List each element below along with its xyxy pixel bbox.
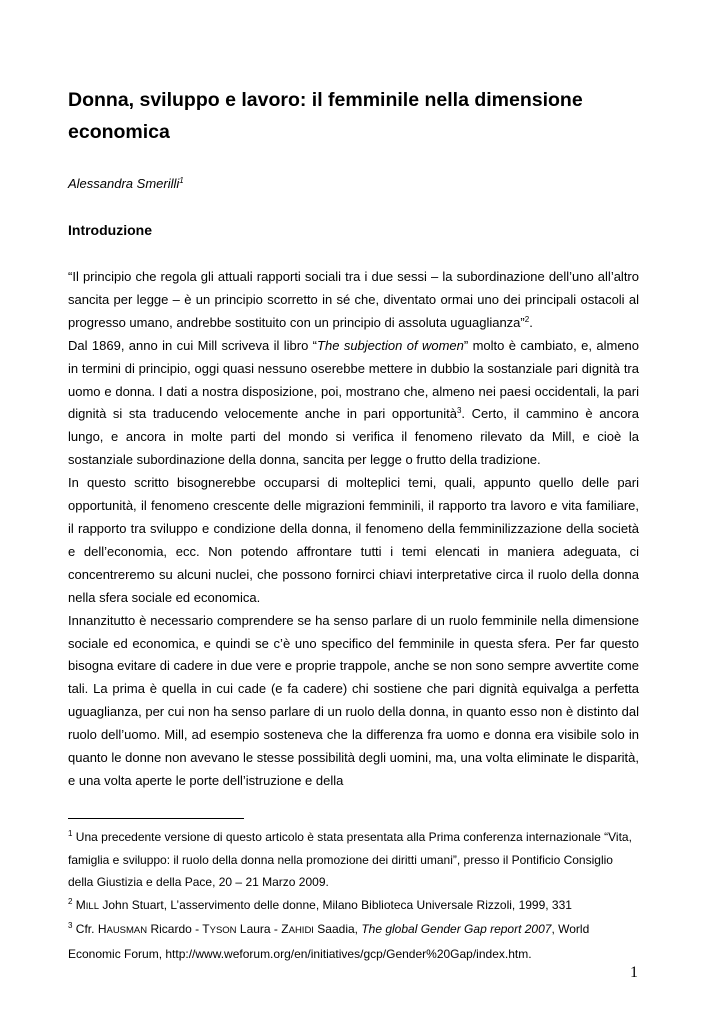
report-title: The global Gender Gap report 2007 — [361, 922, 552, 936]
footnote-ref-2[interactable]: 2 — [524, 314, 530, 324]
author-line — [68, 176, 184, 191]
paragraph-mill — [68, 335, 639, 472]
footnote-author-initial: H — [97, 922, 107, 936]
footnote-ref-3[interactable]: 3 — [456, 406, 462, 416]
paragraph-role: Innanzitutto è necessario comprendere se ha senso parlare di un ruolo femminile nella dimensione sociale ed economica, e quindi se c’è uno specifico del femminile in questa sfera. Per far questo bisogna evitare di cadere in due vere e proprie trappole, anche se non sono sempre avvertite come tali. La prima è quella in cui cade (e fa cadere) chi sostiene che pari dignità equivalga a perfetta uguaglianza, per cui non ha senso parlare di un ruolo della donna, in quanto esso non è distinto dal ruolo dell’uomo. Mill, ad esempio sosteneva che la differenza fra uomo e donna era visibile solo in quanto le donne non avevano le stesse possibilità degli uomini, ma, una volta eliminate le disparità, e una volta aperte le porte dell’istruzione e della — [68, 612, 639, 788]
paragraph-quote — [68, 266, 639, 335]
page-number: 1 — [630, 964, 638, 981]
footnote-text: , World Economic Forum, http://www.weforum.org/en/initiatives/gcp/Gender%20Gap/index.htm. — [68, 922, 590, 961]
footnote-number: 1 — [68, 829, 73, 838]
paper-title: Donna, sviluppo e lavoro: il femminile nella dimensione economica — [68, 89, 583, 143]
book-title: The subjection of women — [317, 337, 464, 353]
footnote-author-smallcaps: AUSMAN — [106, 925, 148, 936]
author-footnote-ref[interactable]: 1 — [179, 176, 184, 185]
author-name: Alessandra Smerilli — [68, 176, 180, 191]
footnote-text: Una precedente versione di questo articolo è stata presentata alla Prima conferenza internazionale “Vita, famiglia e sviluppo: il ruolo della donna nella promozione dei diritti umani”, presso il Pontificio Consiglio della Giustizia e della Pace, 20 – 21 Marzo 2009. — [68, 830, 632, 889]
footnote-author-initial: Z — [281, 922, 289, 936]
footnote-2 — [68, 894, 639, 919]
paragraph-mill-part-c: . Certo, il cammino è ancora lungo, e ancora in molte parti del mondo si verifica il fenomeno rilevato da Mill, e cioè la sostanziale subordinazione della donna, sancita per legge o frutto della tradizione. — [68, 406, 639, 468]
footnote-author-smallcaps: AHIDI — [288, 925, 314, 936]
footnote-cfr: Cfr. — [75, 922, 98, 936]
footnote-author-name: Ricardo - — [147, 922, 203, 936]
footnote-author-initial: M — [75, 897, 86, 912]
footnote-author-smallcaps: ILL — [85, 900, 100, 912]
footnote-author-name: Saadia, — [313, 922, 362, 936]
quote-end: . — [529, 314, 533, 330]
body-text — [68, 266, 639, 793]
footnote-author-smallcaps: YSON — [209, 925, 237, 936]
quote-text: “Il principio che regola gli attuali rapporti sociali tra i due sessi – la subordinazione dell’uno all’altro sancita per legge – è un principio scorretto in sé che, diventato ormai uno dei principali ostacoli al progresso umano, andrebbe sostituito con un principio di assoluta uguaglianza” — [68, 269, 639, 330]
footnotes — [68, 826, 639, 965]
footnote-author-name: Laura - — [236, 922, 282, 936]
footnote-separator — [68, 818, 244, 819]
footnote-author-initial: T — [202, 922, 210, 936]
paragraph-mill-part-a: Dal 1869, anno in cui Mill scriveva il libro “ — [68, 337, 318, 353]
footnote-3 — [68, 918, 639, 965]
paragraph-themes: In questo scritto bisognerebbe occuparsi di molteplici temi, quali, appunto quello delle pari opportunità, il fenomeno crescente delle migrazioni femminili, il rapporto tra lavoro e vita familiare, il rapporto tra sviluppo e condizione della donna, il fenomeno della femminilizzazione della società e dell’economia, ecc. Non potendo affrontare tutti i temi elencati in maniera adeguata, ci concentreremo su alcuni nuclei, che possono fornirci chiavi interpretative circa il ruolo della donna nella sfera sociale ed economica. — [68, 475, 639, 605]
footnote-1 — [68, 826, 639, 894]
footnote-number: 2 — [68, 896, 73, 906]
footnote-text: John Stuart, L’asservimento delle donne, Milano Biblioteca Universale Rizzoli, 1999, 331 — [99, 897, 572, 912]
footnote-number: 3 — [68, 921, 73, 930]
section-heading: Introduzione — [68, 222, 152, 238]
paragraph-mill-part-b: ” molto è cambiato, e, almeno in termini di principio, oggi quasi nessuno oserebbe mettere in dubbio la sostanziale pari dignità tra uomo e donna. I dati a nostra disposizione, poi, mostrano che, almeno nei paesi occidentali, la pari dignità si sta traducendo velocemente anche in pari opportunità — [68, 337, 640, 422]
footnote-author — [76, 898, 99, 912]
